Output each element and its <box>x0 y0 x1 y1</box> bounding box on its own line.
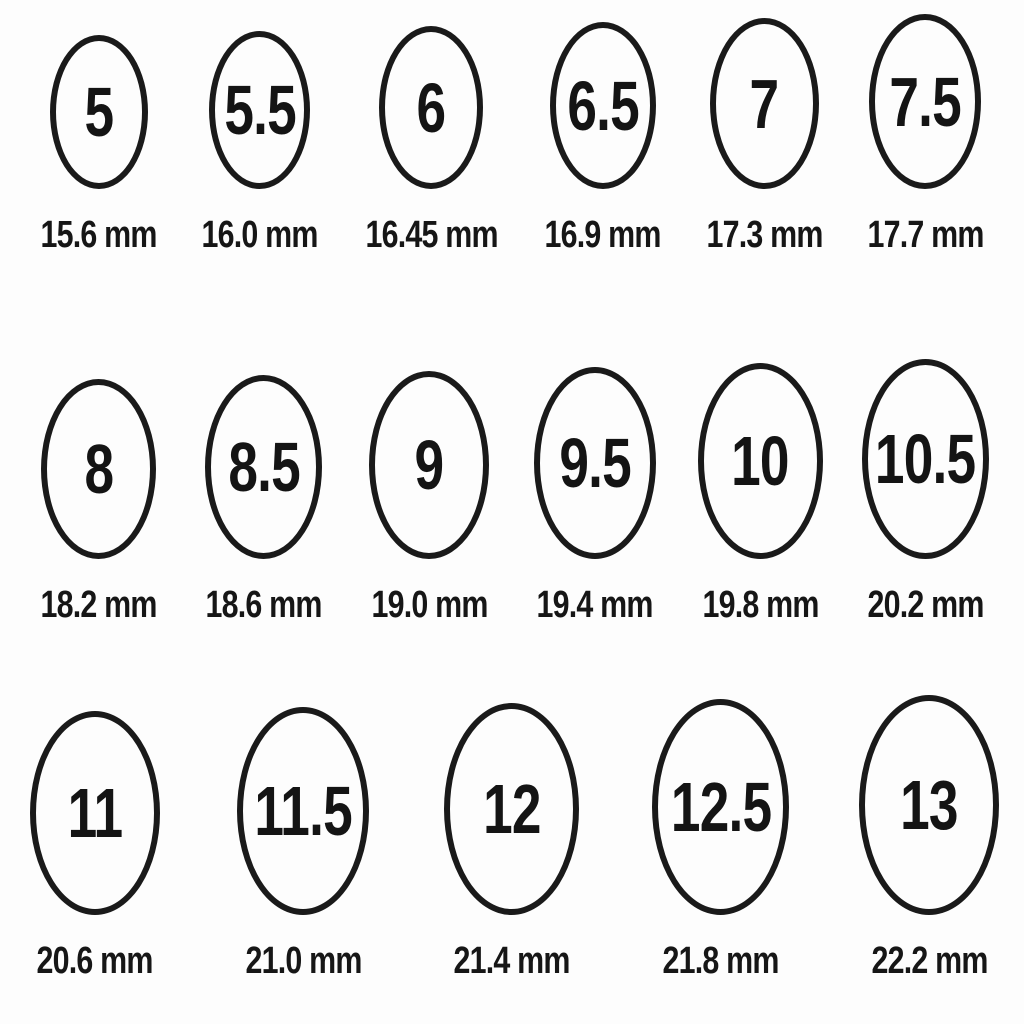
ring-size-label: 7.5 <box>889 62 962 141</box>
ring-item <box>231 707 376 981</box>
ring-diameter <box>853 585 998 625</box>
ring-circle <box>237 707 369 915</box>
ring-item <box>853 359 998 625</box>
ring-size-label: 10.5 <box>875 420 976 498</box>
ring-diameter <box>357 585 502 625</box>
ring-size-label: 9.5 <box>558 424 631 502</box>
ring-size-label: 6.5 <box>566 66 639 145</box>
ring-size-label: 5 <box>84 73 113 151</box>
ring-size-label: 11 <box>67 774 122 852</box>
ring-diameter-label: 21.4 mm <box>453 940 571 982</box>
ring-item <box>26 379 171 625</box>
ring-circle <box>710 18 819 189</box>
ring-diameter <box>22 941 167 981</box>
ring-row <box>0 359 1024 625</box>
ring-diameter-label: 18.2 mm <box>40 584 157 626</box>
ring-size-label: 8.5 <box>228 428 300 506</box>
ring-circle <box>859 695 999 915</box>
ring-item <box>857 695 1002 981</box>
ring-item <box>357 371 502 625</box>
ring-size-label: 12 <box>483 770 541 848</box>
ring-diameter-label: 19.8 mm <box>702 584 819 626</box>
ring-circle <box>444 703 579 915</box>
ring-row <box>0 14 1024 255</box>
ring-item <box>191 375 336 625</box>
ring-size-label: 10 <box>731 422 789 500</box>
ring-diameter <box>522 585 667 625</box>
ring-diameter-label: 17.3 mm <box>706 214 823 256</box>
ring-size-label: 5.5 <box>224 71 296 149</box>
ring-size-label: 13 <box>900 766 959 844</box>
ring-item <box>439 703 584 981</box>
ring-circle <box>205 375 322 559</box>
ring-diameter-label: 21.0 mm <box>245 940 362 982</box>
ring-item <box>853 14 998 255</box>
ring-circle <box>30 711 160 915</box>
ring-diameter <box>187 215 332 255</box>
ring-diameter <box>439 941 584 981</box>
ring-size-label: 6 <box>416 68 446 147</box>
ring-diameter <box>26 215 171 255</box>
ring-circle <box>698 363 823 559</box>
ring-diameter-label: 16.9 mm <box>544 214 661 256</box>
ring-diameter <box>857 941 1002 981</box>
ring-diameter-label: 17.7 mm <box>867 214 984 256</box>
ring-diameter <box>853 215 998 255</box>
ring-circle <box>50 35 148 189</box>
ring-diameter-label: 19.0 mm <box>371 584 488 626</box>
ring-item <box>187 31 332 255</box>
ring-diameter-label: 21.8 mm <box>662 940 779 982</box>
ring-circle <box>41 379 156 559</box>
ring-diameter-label: 19.4 mm <box>536 584 653 626</box>
ring-size-label: 8 <box>84 430 113 508</box>
ring-item <box>692 18 837 255</box>
ring-size-label: 11.5 <box>254 772 353 850</box>
ring-circle <box>209 31 310 189</box>
ring-size-label: 9 <box>414 426 444 504</box>
ring-diameter <box>648 941 793 981</box>
ring-diameter <box>349 215 514 255</box>
ring-item <box>688 363 833 625</box>
ring-diameter-label: 16.45 mm <box>365 214 498 256</box>
ring-item <box>648 699 793 981</box>
ring-item <box>522 367 667 625</box>
ring-diameter-label: 15.6 mm <box>40 214 157 256</box>
ring-diameter <box>692 215 837 255</box>
ring-diameter-label: 16.0 mm <box>201 214 318 256</box>
ring-circle <box>369 371 489 559</box>
ring-circle <box>652 699 789 915</box>
ring-diameter <box>191 585 336 625</box>
ring-diameter-label: 18.6 mm <box>205 584 322 626</box>
ring-diameter-label: 22.2 mm <box>871 940 988 982</box>
ring-item <box>26 35 171 255</box>
ring-diameter-label: 20.6 mm <box>36 940 153 982</box>
ring-diameter-label: 20.2 mm <box>867 584 984 626</box>
ring-diameter <box>231 941 376 981</box>
ring-circle <box>869 14 981 189</box>
ring-circle <box>379 26 483 189</box>
ring-item <box>349 26 514 255</box>
ring-diameter <box>688 585 833 625</box>
ring-item <box>22 711 167 981</box>
ring-size-label: 12.5 <box>670 768 771 846</box>
ring-circle <box>550 22 656 189</box>
ring-item <box>530 22 675 255</box>
ring-row <box>0 695 1024 981</box>
ring-diameter <box>26 585 171 625</box>
ring-diameter <box>530 215 675 255</box>
ring-circle <box>534 367 656 559</box>
ring-size-label: 7 <box>749 64 779 143</box>
ring-circle <box>862 359 989 559</box>
